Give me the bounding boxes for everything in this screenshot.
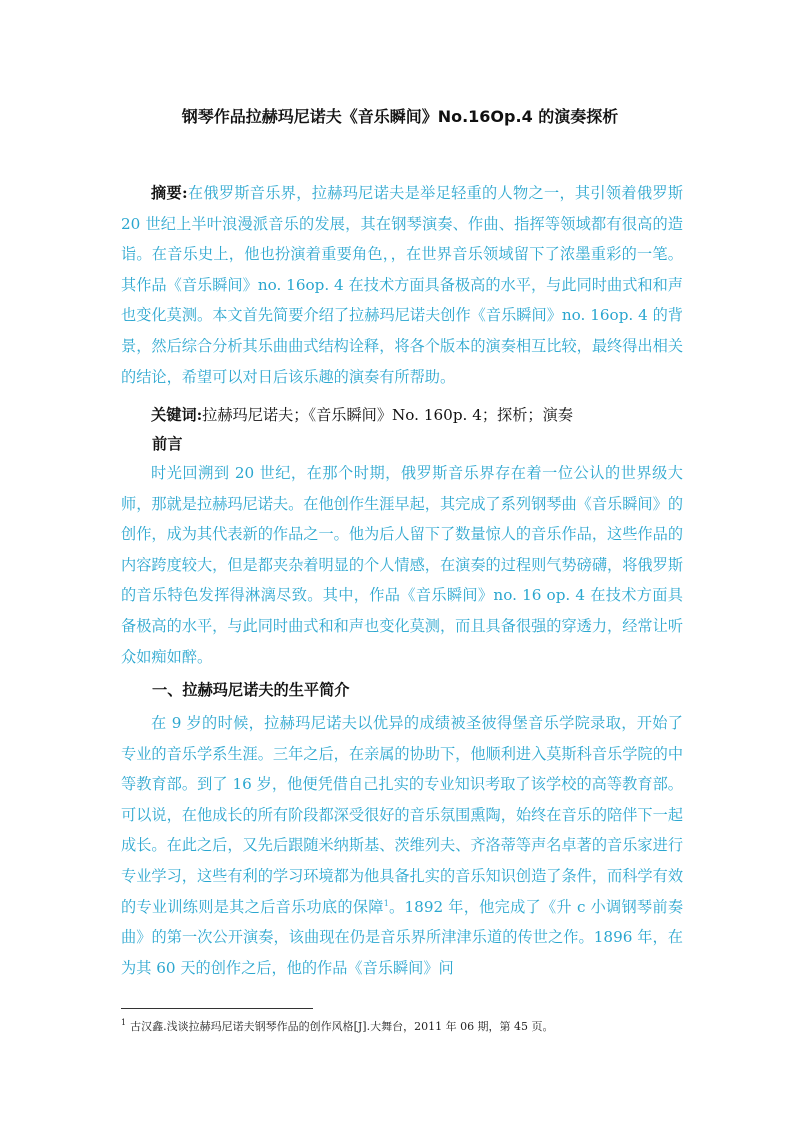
preface-heading: 前言 <box>152 435 183 453</box>
abstract-paragraph <box>121 178 683 392</box>
section1-heading: 一、拉赫玛尼诺夫的生平简介 <box>152 681 350 699</box>
section1-text-b: 。1892 年，他完成了《升 c 小调钢琴前奏曲》的第一次公开演奏，该曲现在仍是音乐界所津津乐道的传世之作。1896 年，在为其 60 天的创作之后，他的作品《音乐瞬间》问 <box>121 897 684 977</box>
keywords-label: 关键词: <box>151 406 203 424</box>
preface-paragraph: 时光回溯到 20 世纪，在那个时期，俄罗斯音乐界存在着一位公认的世界级大师，那就是拉赫玛尼诺夫。在他创作生涯早起，其完成了系列钢琴曲《音乐瞬间》的创作，成为其代表新的作品之一。他为后人留下了数量惊人的音乐作品，这些作品的内容跨度较大，但是都夹杂着明显的个人情感，在演奏的过程则气势磅礴，将俄罗斯的音乐特色发挥得淋漓尽致。其中，作品《音乐瞬间》no. 16 op. 4 在技术方面具备极高的水平，与此同时曲式和和声也变化莫测，而且具备很强的穿透力，经常让听众如痴如醉。 <box>121 464 683 666</box>
keywords-paragraph <box>121 400 683 431</box>
abstract-label: 摘要: <box>151 184 188 202</box>
footnote <box>121 1018 721 1034</box>
section1-paragraph <box>121 708 683 983</box>
abstract-text: 在俄罗斯音乐界，拉赫玛尼诺夫是举足轻重的人物之一，其引领着俄罗斯 20 世纪上半叶浪漫派音乐的发展，其在钢琴演奏、作曲、指挥等领域都有很高的造诣。在音乐史上，他也扮演着重要角色，，在世界音乐领域留下了浓墨重彩的一笔。其作品《音乐瞬间》no. 16op. 4 在技术方面具备极高的水平，与此同时曲式和和声也变化莫测。本文首先简要介绍了拉赫玛尼诺夫创作《音乐瞬间》no. 16op. 4 的背景，然后综合分析其乐曲曲式结构诠释，将各个版本的演奏相互比较，最终得出相关的结论，希望可以对日后该乐趣的演奏有所帮助。 <box>121 184 684 386</box>
footnote-reference[interactable]: 1 <box>383 898 389 908</box>
footnote-text: 古汉鑫.浅谈拉赫玛尼诺夫钢琴作品的创作风格[J].大舞台，2011 年 06 期，第 45 页。 <box>130 1020 554 1033</box>
footnote-divider <box>121 1008 313 1009</box>
keywords-text: 拉赫玛尼诺夫；《音乐瞬间》No. 160p. 4；探析；演奏 <box>202 406 573 424</box>
footnote-number: 1 <box>121 1018 127 1028</box>
section1-text-a: 在 9 岁的时候，拉赫玛尼诺夫以优异的成绩被圣彼得堡音乐学院录取，开始了专业的音乐学系生涯。三年之后，在亲属的协助下，他顺利进入莫斯科音乐学院的中等教育部。到了 16 岁，他便凭借自己扎实的专业知识考取了该学校的高等教育部。可以说，在他成长的所有阶段都深受很好的音乐氛围熏陶，始终在音乐的陪伴下一起成长。在此之后，又先后跟随米纳斯基、茨维列夫、齐洛蒂等声名卓著的音乐家进行专业学习，这些有利的学习环境都为他具备扎实的音乐知识创造了条件，而科学有效的专业训练则是其之后音乐功底的保障 <box>121 714 683 916</box>
document-title: 钢琴作品拉赫玛尼诺夫《音乐瞬间》No.16Op.4 的演奏探析 <box>181 107 619 126</box>
